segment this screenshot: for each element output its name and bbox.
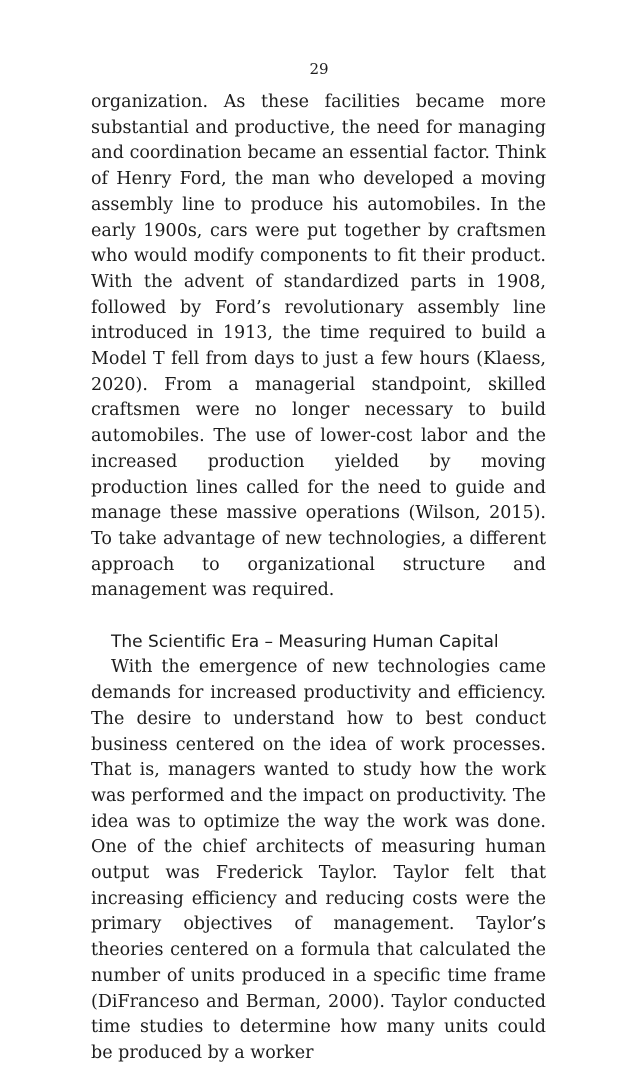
page-body	[91, 90, 546, 1067]
body-paragraph-2: With the emergence of new technologies came demands for increased productivity and efficiency. The desire to understand how to best conduct business centered on the idea of work processes. That is, managers wanted to study how the work was performed and the impact on productivity. The idea was to optimize the way the work was done. One of the chief architects of measuring human output was Frederick Taylor. Taylor felt that increasing efficiency and reducing costs were the primary objectives of management. Taylor’s theories centered on a formula that calculated the number of units produced in a specific time frame (DiFranceso and Berman, 2000). Taylor conducted time studies to determine how many units could be produced by a worker	[91, 657, 546, 1063]
section-heading: The Scientific Era – Measuring Human Capital	[111, 631, 499, 652]
page-number: 29	[309, 60, 329, 78]
body-paragraph-1: organization. As these facilities became more substantial and productive, the need for managing and coordination became an essential factor. Think of Henry Ford, the man who developed a moving assembly line to produce his automobiles. In the early 1900s, cars were put together by craftsmen who would modify components to fit their product. With the advent of standardized parts in 1908, followed by Ford’s revolutionary assembly line introduced in 1913, the time required to build a Model T fell from days to just a few hours (Klaess, 2020). From a managerial standpoint, skilled craftsmen were no longer necessary to build automobiles. The use of lower-cost labor and the increased production yielded by moving production lines called for the need to guide and manage these massive operations (Wilson, 2015). To take advantage of new technologies, a different approach to organizational structure and management was required.	[91, 92, 546, 601]
